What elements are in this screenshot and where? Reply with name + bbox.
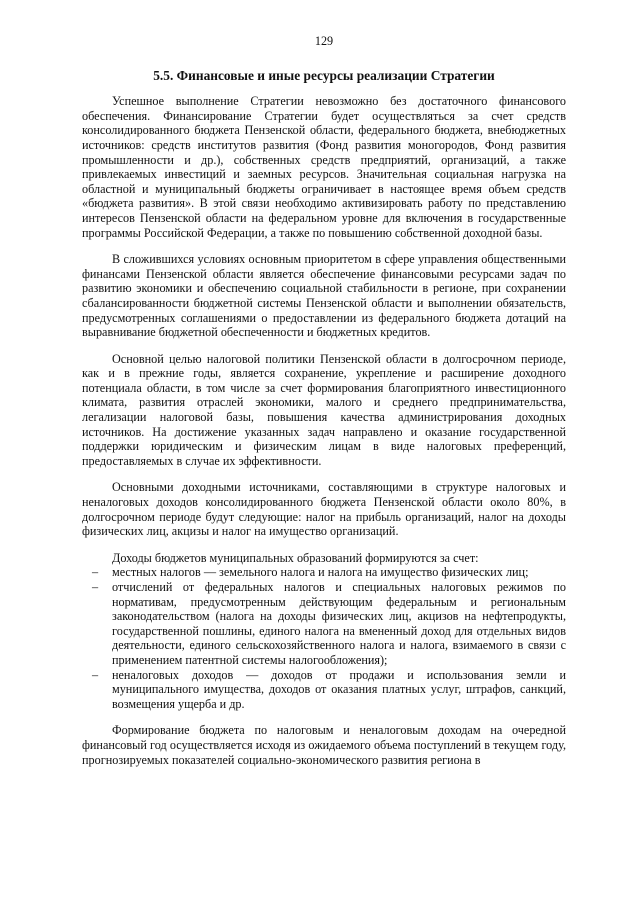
paragraph-municipal-revenues-intro: Доходы бюджетов муниципальных образований формируются за счет: (112, 550, 479, 565)
list-dash-marker: – (92, 580, 99, 594)
document-page (82, 34, 566, 767)
municipal-revenue-list (82, 565, 566, 711)
paragraph-main-revenue-sources: Основными доходными источниками, составляющими в структуре налоговых и неналоговых доходов консолидированного бюджета Пензенской области около 80%, в долгосрочном периоде будут следующие: налог на прибыль организаций, налог на доходы физических лиц, акцизы и налог на имущество организаций. (82, 480, 566, 539)
page-number: 129 (314, 34, 334, 48)
paragraph-budget-formation: Формирование бюджета по налоговым и неналоговым доходам на очередной финансовый год осуществляется исходя из ожидаемого объема поступлений в текущем году, прогнозируемых показателей социально-экономического развития региона в (82, 723, 566, 767)
paragraph-tax-policy-goal: Основной целью налоговой политики Пензенской области в долгосрочном периоде, как и в прежние годы, является сохранение, укрепление и расширение доходного потенциала области, в том числе за счет формирования благоприятного инвестиционного климата, развития отраслей экономики, малого и среднего предпринимательства, легализации налоговой базы, повышения качества администрирования доходных источников. На достижение указанных задач направлено и оказание государственной поддержки юридическим и физическим лицам в виде налоговых преференций, предоставляемых в случае их эффективности. (82, 351, 566, 468)
list-item (82, 580, 566, 668)
list-item-text: местных налогов — земельного налога и налога на имущество физических лиц; (112, 565, 529, 580)
list-dash-marker: – (92, 667, 99, 682)
list-dash-marker: – (92, 565, 99, 580)
list-item-text: отчислений от федеральных налогов и специальных налоговых режимов по нормативам, предусмотренным действующим федеральным и региональным законодательством (налога на доходы физических лиц, акцизов на нефтепродукты, государственной пошлины, единого налога на вмененный доход для отдельных видов деятельности, единого сельскохозяйственного налога и налога, взимаемого в связи с применением патентной системы налогообложения); (112, 580, 566, 667)
paragraph-funding-sources: Успешное выполнение Стратегии невозможно без достаточного финансового обеспечения. Финансирование Стратегии будет осуществляться за счет средств консолидированного бюджета Пензенской области, федерального бюджета, внебюджетных источников: средств институтов развития (Фонд развития моногородов, Фонд развития промышленности и др.), собственных средств предприятий, организаций, а также привлекаемых инвестиций и заемных ресурсов. Значительная социальная нагрузка на областной и муниципальный бюджеты ограничивает в настоящее время объем средств «бюджета развития». В этой связи необходимо активизировать работу по представлению интересов Пензенской области на федеральном уровне для включения в государственные программы Российской Федерации, а также по повышению собственной доходной базы. (82, 94, 566, 240)
paragraph-public-finance-priority: В сложившихся условиях основным приоритетом в сфере управления общественными финансами Пензенской области является обеспечение финансовыми ресурсами задач по развитию экономики и обеспечению социальной стабильности в регионе, при сохранении сбалансированности бюджетной системы Пензенской области и выполнении обязательств, предусмотренных соглашениями о предоставлении из федерального бюджета дотаций на выравнивание бюджетной обеспеченности и бюджетных кредитов. (82, 252, 566, 340)
list-item-text: неналоговых доходов — доходов от продажи и использования земли и муниципального имущества, доходов от оказания платных услуг, штрафов, санкций, возмещения ущерба и др. (112, 667, 566, 711)
list-item (82, 565, 566, 580)
list-item (82, 668, 566, 712)
section-title: 5.5. Финансовые и иные ресурсы реализации Стратегии (153, 67, 495, 83)
